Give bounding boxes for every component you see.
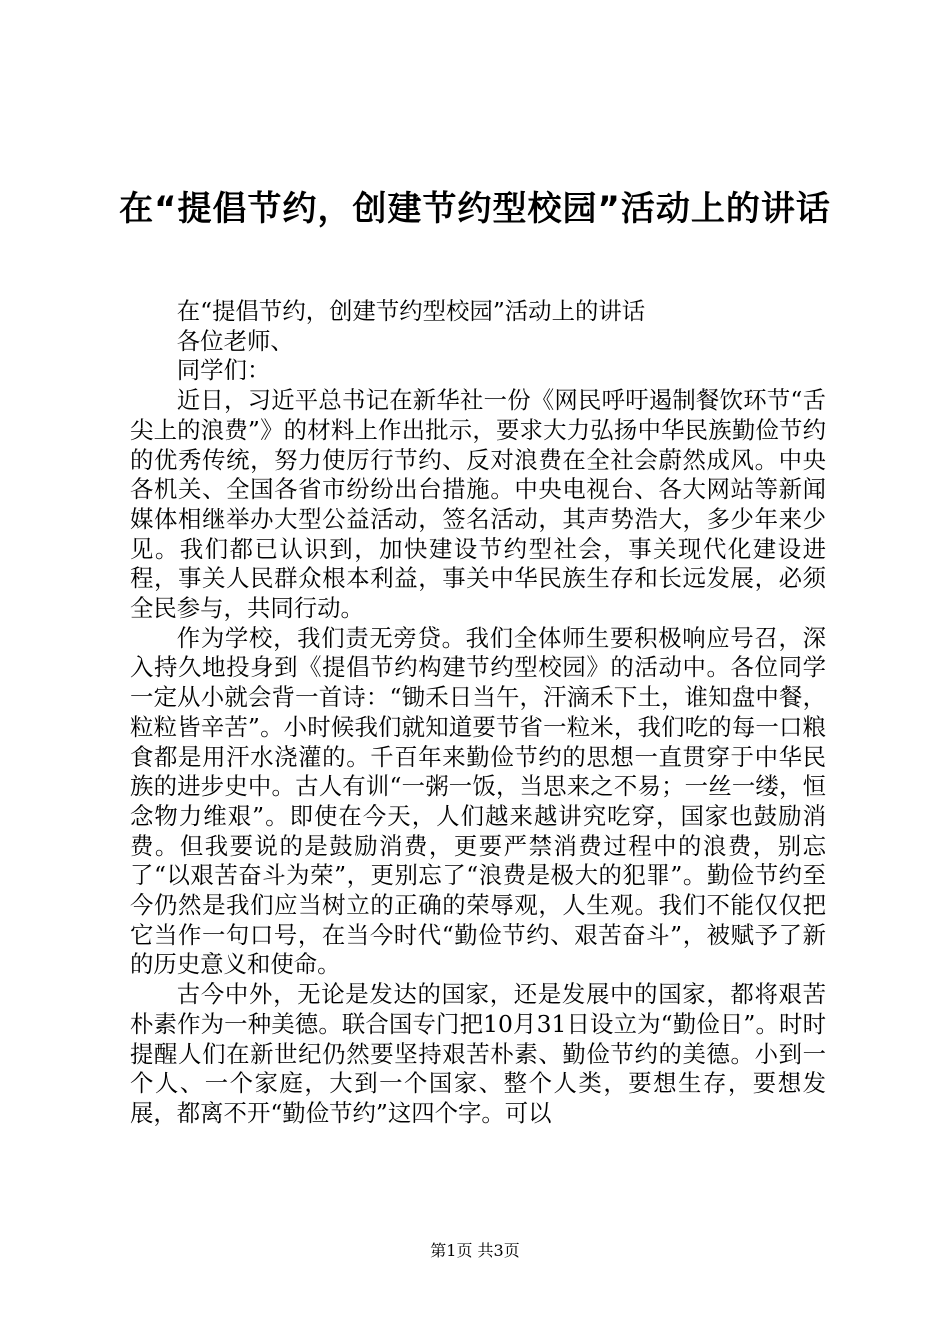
body-paragraph: 同学们： (176, 356, 271, 385)
document-title: 在“提倡节约，创建节约型校园”活动上的讲话 (119, 189, 831, 229)
body-paragraph: 作为学校，我们责无旁贷。我们全体师生要积极响应号召，深入持久地投身到《提倡节约构建节约型校园》的活动中。各位同学一定从小就会背一首诗：“锄禾日当午，汗滴禾下土，谁知盘中餐，粒粒皆辛苦”。小时候我们就知道要节省一粒米，我们吃的每一口粮食都是用汗水浇灌的。千百年来勤俭节约的思想一直贯穿于中华民族的进步史中。古人有训“一粥一饭，当思来之不易；一丝一缕，恒念物力维艰”。即使在今天，人们越来越讲究吃穿，国家也鼓励消费。但我要说的是鼓励消费，更要严禁消费过程中的浪费，别忘了“以艰苦奋斗为荣”，更别忘了“浪费是极大的犯罪”。勤俭节约至今仍然是我们应当树立的正确的荣辱观，人生观。我们不能仅仅把它当作一句口号，在当今时代“勤俭节约、艰苦奋斗”，被赋予了新的历史意义和使命。 (130, 623, 826, 979)
page-footer: 第1页 共3页 (430, 1241, 520, 1260)
body-paragraph: 在“提倡节约，创建节约型校园”活动上的讲话 (176, 297, 646, 325)
document-body (130, 297, 826, 1129)
body-paragraph: 近日，习近平总书记在新华社一份《网民呼吁遏制餐饮环节“舌尖上的浪费”》的材料上作出批示，要求大力弘扬中华民族勤俭节约的优秀传统，努力使厉行节约、反对浪费在全社会蔚然成风。中央各机关、全国各省市纷纷出台措施。中央电视台、各大网站等新闻媒体相继举办大型公益活动，签名活动，其声势浩大，多少年来少见。我们都已认识到，加快建设节约型社会，事关现代化建设进程，事关人民群众根本利益，事关中华民族生存和长远发展，必须全民参与，共同行动。 (130, 386, 826, 623)
body-paragraph: 古今中外，无论是发达的国家，还是发展中的国家，都将艰苦朴素作为一种美德。联合国专门把10月31日设立为“勤俭日”。时时提醒人们在新世纪仍然要坚持艰苦朴素、勤俭节约的美德。小到一个人、一个家庭，大到一个国家、整个人类，要想生存，要想发展，都离不开“勤俭节约”这四个字。可以 (130, 980, 826, 1127)
body-paragraph: 各位老师、 (176, 326, 294, 355)
